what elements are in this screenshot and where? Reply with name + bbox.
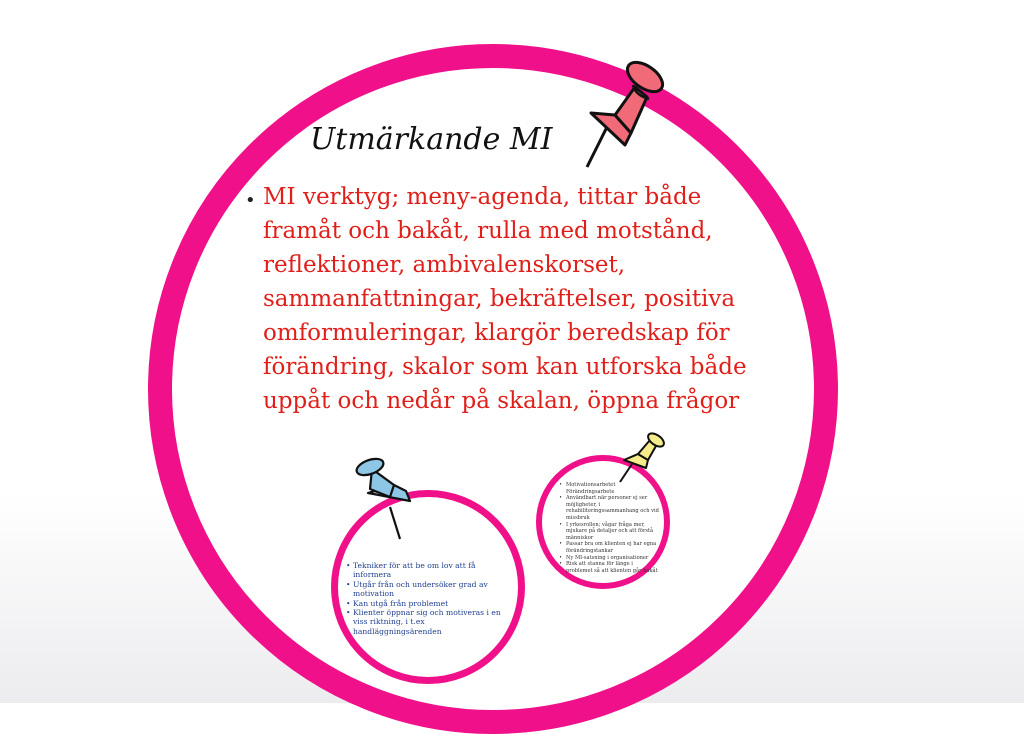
left-note-item: • Utgår från och undersöker grad av motivation (347, 580, 507, 599)
right-note-item: • Passar bra om klienten ej har egna förändringstankar (560, 541, 660, 554)
main-bullet-text: MI verktyg; meny-agenda, tittar både framåt och bakåt, rulla med motstånd, reflektioner, ambivalenskorset, sammanfattningar, bekräftelser, positiva omformuleringar, klargör beredskap för förändring, skalor som kan utforska både uppåt och nedår på skalan, öppna frågor (263, 184, 747, 414)
right-note-item: • I yrkesrollen; vågar fråga mer, mjukare på detaljer och att förstå människor (560, 522, 660, 542)
right-note-item: • Motivationsarbetet Förändringsarbete (560, 482, 660, 495)
right-note-item: • Användbart när personer ej ser möjligheter, i rehabiliteringssammanhang och vid missbruk (560, 495, 660, 521)
right-note-item: • Ny MI-satsning i organisationer (560, 555, 660, 562)
left-note-item: • Kan utgå från problemet (347, 599, 507, 608)
right-note-item: • Risk att stanna för länge i problemet så att klienten går bakåt (560, 561, 660, 574)
left-note-list (347, 561, 507, 636)
right-note-list (560, 482, 660, 574)
blue-pushpin-icon (350, 455, 420, 545)
slide-title: Utmärkande MI (310, 122, 553, 157)
red-pushpin-icon (575, 55, 675, 175)
left-note-item: • Tekniker för att be om lov att få informera (347, 561, 507, 580)
yellow-pushpin-icon (612, 430, 668, 486)
bullet-dot: • (245, 190, 256, 211)
left-note-item: • Klienter öppnar sig och motiveras i en viss riktning, i t.ex handläggningsärenden (347, 608, 507, 636)
